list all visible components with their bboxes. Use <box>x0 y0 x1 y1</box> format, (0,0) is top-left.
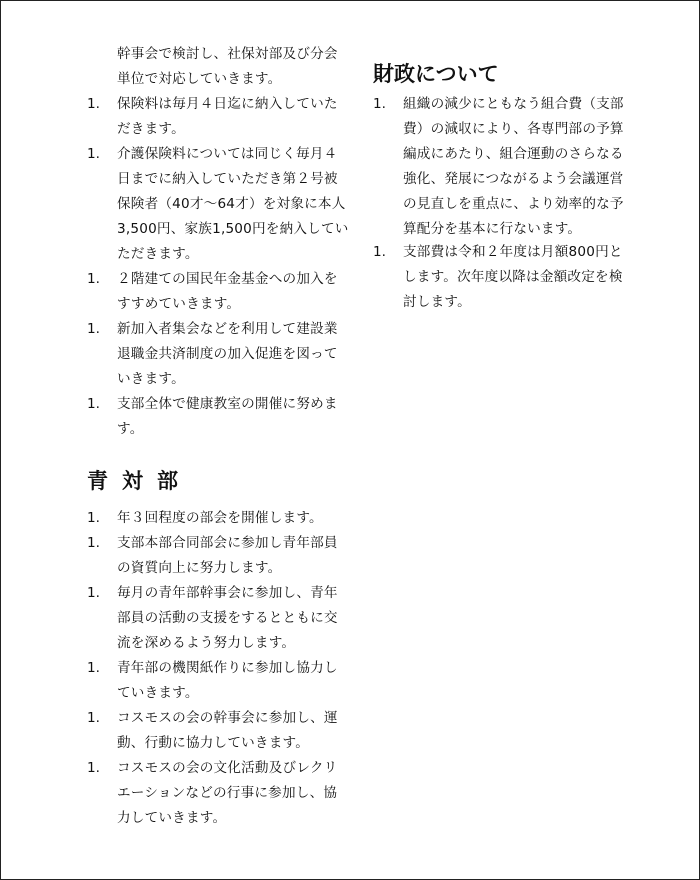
item-number: 1. <box>87 510 100 526</box>
continuation-line: 幹事会で検討し、社保対部及び分会 <box>117 46 338 62</box>
item-line: 支部本部合同部会に参加し青年部員 <box>117 535 338 551</box>
youth-section-heading: 青対部 <box>87 469 192 493</box>
item-line: 編成にあたり、組合運動のさらなる <box>403 146 624 162</box>
item-line: 年３回程度の部会を開催します。 <box>117 510 323 526</box>
item-line: 組織の減少にともなう組合費（支部 <box>403 96 624 112</box>
item-line: 日までに納入していただき第２号被 <box>117 171 338 187</box>
item-line: 退職金共済制度の加入促進を図って <box>117 346 338 362</box>
item-line: 保険者（40才～64才）を対象に本人 <box>117 196 346 212</box>
item-line: 青年部の機関紙作りに参加し協力し <box>117 660 338 676</box>
item-line: す。 <box>117 421 144 437</box>
item-number: 1. <box>87 271 100 287</box>
item-number: 1. <box>87 535 100 551</box>
item-line: 保険料は毎月４日迄に納入していた <box>117 96 338 112</box>
item-line: 毎月の青年部幹事会に参加し、青年 <box>117 585 338 601</box>
item-line: 部員の活動の支援をするとともに交 <box>117 610 338 626</box>
item-line: コスモスの会の幹事会に参加し、運 <box>117 710 338 726</box>
item-line: 強化、発展につながるよう会議運営 <box>403 171 624 187</box>
item-line: 支部全体で健康教室の開催に努めま <box>117 396 338 412</box>
item-line: ただきます。 <box>117 246 199 262</box>
item-line: いきます。 <box>117 371 185 387</box>
item-line: の資質向上に努力します。 <box>117 560 282 576</box>
item-number: 1. <box>87 321 100 337</box>
item-line: だきます。 <box>117 121 185 137</box>
item-line: の見直しを重点に、より効率的な予 <box>403 196 624 212</box>
item-line: 討します。 <box>403 294 471 310</box>
item-line: 流を深めるよう努力します。 <box>117 635 296 651</box>
item-line: コスモスの会の文化活動及びレクリ <box>117 760 338 776</box>
item-number: 1. <box>87 760 100 776</box>
item-line: 動、行動に協力していきます。 <box>117 735 310 751</box>
item-line: すすめていきます。 <box>117 296 241 312</box>
item-line: エーションなどの行事に参加し、協 <box>117 785 338 801</box>
item-line: 費）の減収により、各専門部の予算 <box>403 121 624 137</box>
item-number: 1. <box>87 585 100 601</box>
item-number: 1. <box>373 96 386 112</box>
item-line: 力していきます。 <box>117 810 227 826</box>
finance-section-heading: 財政について <box>373 62 499 86</box>
item-line: 支部費は令和２年度は月額800円と <box>403 244 623 260</box>
item-line: ていきます。 <box>117 685 199 701</box>
item-number: 1. <box>87 396 100 412</box>
item-line: 算配分を基本に行ないます。 <box>403 221 582 237</box>
item-number: 1. <box>87 710 100 726</box>
item-line: ２階建ての国民年金基金への加入を <box>117 271 338 287</box>
continuation-line: 単位で対応していきます。 <box>117 71 282 87</box>
item-line: 介護保険料については同じく毎月４ <box>117 146 338 162</box>
item-number: 1. <box>373 244 386 260</box>
item-line: 新加入者集会などを利用して建設業 <box>117 321 338 337</box>
item-number: 1. <box>87 96 100 112</box>
item-line: します。次年度以降は金額改定を検 <box>403 269 623 285</box>
item-number: 1. <box>87 660 100 676</box>
item-line: 3,500円、家族1,500円を納入してい <box>117 221 349 237</box>
item-number: 1. <box>87 146 100 162</box>
